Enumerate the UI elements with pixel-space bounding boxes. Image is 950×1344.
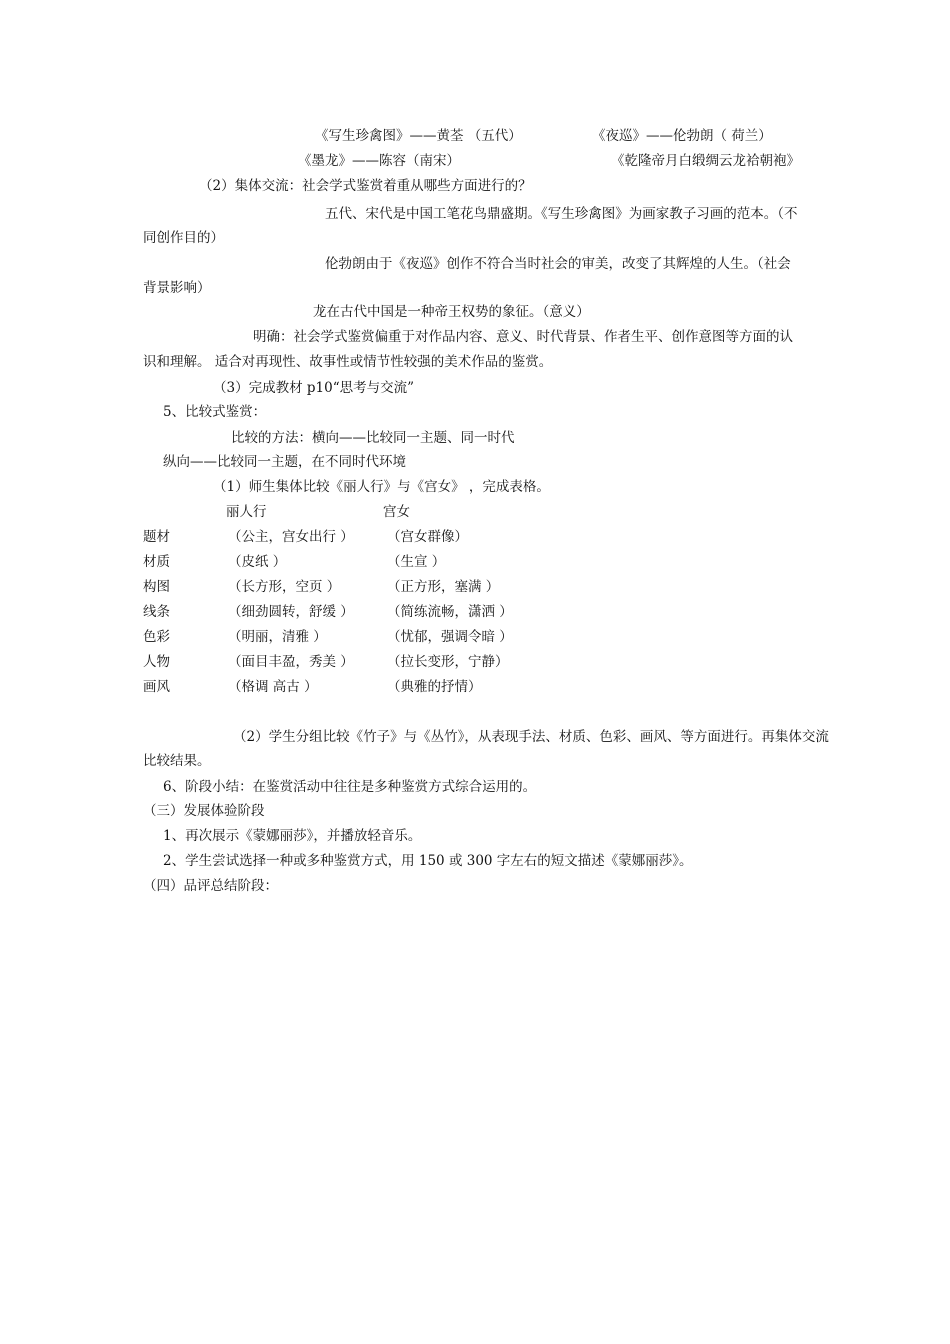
- stage-summary-6: 6、阶段小结：在鉴赏活动中往往是多种鉴赏方式综合运用的。: [163, 779, 537, 795]
- row-cell-a: （面目丰盈，秀美 ）: [228, 654, 354, 670]
- row-cell-b: （简练流畅，潇洒 ）: [387, 604, 513, 620]
- row-cell-a: （皮纸 ）: [228, 554, 287, 570]
- row-cell-a: （格调 高古 ）: [228, 679, 318, 695]
- work-qianlong-robe: 《乾隆帝月白缎绸云龙袷朝袍》: [611, 153, 800, 169]
- row-cell-b: （典雅的抒情）: [387, 679, 482, 695]
- row-cell-b: （宫女群像）: [387, 529, 468, 545]
- exchange-heading: （2）集体交流：社会学式鉴赏着重从哪些方面进行的？: [199, 178, 532, 194]
- row-label: 线条: [143, 604, 170, 620]
- stage3-item-1: 1、再次展示《蒙娜丽莎》，并播放轻音乐。: [163, 828, 422, 844]
- row-cell-a: （明丽，清雅 ）: [228, 629, 327, 645]
- row-cell-b: （拉长变形，宁静）: [387, 654, 509, 670]
- compare-heading: 5、比较式鉴赏：: [163, 404, 267, 420]
- task-3: （3）完成教材 p10“思考与交流”: [213, 380, 415, 396]
- work-xiesheng-zhenqin: 《写生珍禽图》——黄荃 （五代）: [315, 128, 522, 144]
- row-label: 人物: [143, 654, 170, 670]
- stage4-heading: （四）品评总结阶段：: [143, 878, 278, 894]
- col-header-liren: 丽人行: [226, 504, 267, 520]
- work-mo-long: 《墨龙》——陈容（南宋）: [298, 153, 460, 169]
- row-label: 构图: [143, 579, 170, 595]
- row-cell-b: （生宣 ）: [387, 554, 446, 570]
- compare-method-horizontal: 比较的方法：横向——比较同一主题、同一时代: [231, 430, 515, 446]
- exchange-p2-line1: 伦勃朗由于《夜巡》创作不符合当时社会的审美，改变了其辉煌的人生。（社会: [325, 256, 791, 272]
- exchange-p1-line2: 同创作目的）: [143, 230, 224, 246]
- compare-task-2-line1: （2）学生分组比较《竹子》与《丛竹》，从表现手法、材质、色彩、画风、等方面进行。再集体交流: [233, 729, 829, 745]
- row-cell-a: （细劲圆转，舒缓 ）: [228, 604, 354, 620]
- clarify-line2: 识和理解。 适合对再现性、故事性或情节性较强的美术作品的鉴赏。: [143, 354, 553, 370]
- row-cell-b: （忧郁，强调令暗 ）: [387, 629, 513, 645]
- stage3-item-2: 2、学生尝试选择一种或多种鉴赏方式，用 150 或 300 字左右的短文描述《蒙娜丽莎》。: [163, 853, 693, 869]
- exchange-p1-line1: 五代、宋代是中国工笔花鸟鼎盛期。《写生珍禽图》为画家教子习画的范本。（不: [325, 206, 798, 222]
- exchange-p3: 龙在古代中国是一种帝王权势的象征。（意义）: [313, 304, 590, 320]
- row-cell-a: （公主，宫女出行 ）: [228, 529, 354, 545]
- exchange-p2-line2: 背景影响）: [143, 280, 211, 296]
- stage3-heading: （三）发展体验阶段: [143, 803, 265, 819]
- row-label: 色彩: [143, 629, 170, 645]
- row-label: 题材: [143, 529, 170, 545]
- col-header-gongnv: 宫女: [383, 504, 410, 520]
- compare-task-1: （1）师生集体比较《丽人行》与《宫女》 ，完成表格。: [213, 479, 550, 495]
- compare-task-2-line2: 比较结果。: [143, 753, 211, 769]
- work-night-watch: 《夜巡》——伦勃朗（ 荷兰）: [592, 128, 772, 144]
- row-cell-b: （正方形，塞满 ）: [387, 579, 500, 595]
- compare-method-vertical: 纵向——比较同一主题，在不同时代环境: [163, 454, 406, 470]
- clarify-line1: 明确：社会学式鉴赏偏重于对作品内容、意义、时代背景、作者生平、创作意图等方面的认: [253, 329, 793, 345]
- row-cell-a: （长方形，空页 ）: [228, 579, 341, 595]
- row-label: 画风: [143, 679, 170, 695]
- row-label: 材质: [143, 554, 170, 570]
